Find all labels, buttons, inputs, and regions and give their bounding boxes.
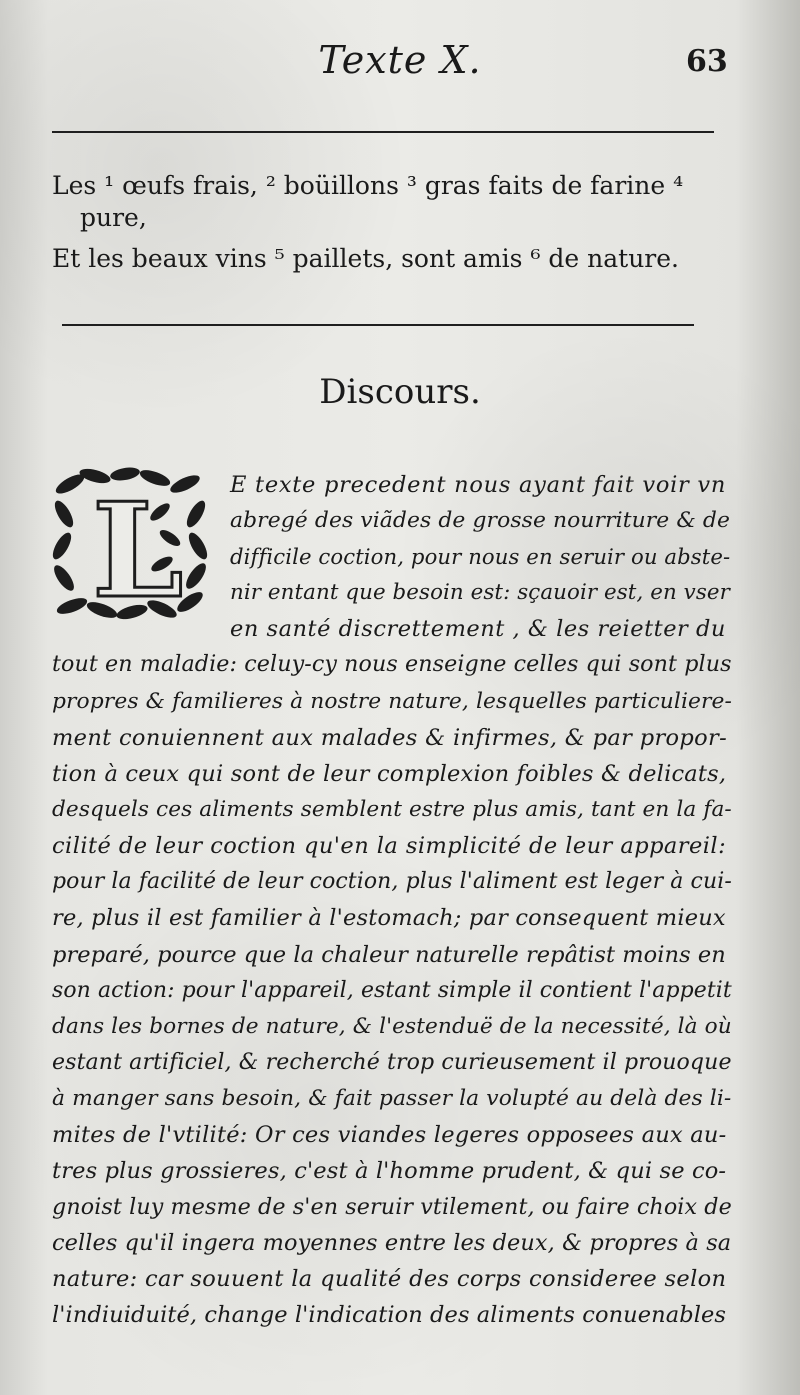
body-line: cilité de leur coction qu'en la simplicité de leur appareil: bbox=[52, 833, 727, 859]
running-title: Texte X. bbox=[318, 38, 482, 82]
body-line: pour la facilité de leur coction, plus l'aliment est leger à cui- bbox=[52, 869, 732, 894]
verse-line: Les ¹ œufs frais, ² boüillons ³ gras faits de farine ⁴ bbox=[52, 171, 684, 200]
body-line: gnoist luy mesme de s'en seruir vtilement, ou faire choix de bbox=[52, 1194, 732, 1220]
body-line: re, plus il est familier à l'estomach; par consequent mieux bbox=[52, 905, 726, 931]
body-line: abregé des viãdes de grosse nourriture & de bbox=[230, 508, 730, 533]
body-line: desquels ces aliments semblent estre plus amis, tant en la fa- bbox=[52, 797, 732, 822]
foliage-ornament-icon bbox=[50, 464, 210, 622]
body-line: en santé discrettement , & les reietter du bbox=[230, 616, 726, 642]
body-line: celles qu'il ingera moyennes entre les deux, & propres à sa bbox=[52, 1230, 732, 1256]
body-line: tres plus grossieres, c'est à l'homme prudent, & qui se co- bbox=[52, 1158, 727, 1184]
body-line: dans les bornes de nature, & l'estenduë de la necessité, là où bbox=[52, 1014, 732, 1039]
page-number: 63 bbox=[686, 44, 728, 79]
body-line: son action: pour l'appareil, estant simple il contient l'appetit bbox=[52, 978, 732, 1003]
drop-cap-letter: L bbox=[92, 474, 184, 622]
body-line: preparé, pource que la chaleur naturelle repâtist moins en bbox=[52, 942, 726, 968]
body-line: l'indiuiduité, change l'indication des aliments conuenables bbox=[52, 1302, 727, 1328]
section-heading: Discours. bbox=[319, 372, 481, 412]
verse-line: Et les beaux vins ⁵ paillets, sont amis ⁶ de nature. bbox=[52, 244, 680, 273]
body-line: mites de l'vtilité: Or ces viandes legeres opposees aux au- bbox=[52, 1122, 727, 1148]
body-line: difficile coction, pour nous en seruir ou abste- bbox=[230, 544, 731, 569]
bottom-rule bbox=[62, 324, 694, 326]
body-line: estant artificiel, & recherché trop curieusement il prouoque bbox=[52, 1050, 732, 1075]
body-line: ment conuiennent aux malades & infirmes, & par propor- bbox=[52, 725, 728, 751]
body-line: tout en maladie: celuy-cy nous enseigne celles qui sont plus bbox=[52, 651, 732, 677]
body-line: propres & familieres à nostre nature, lesquelles particuliere- bbox=[52, 689, 732, 714]
body-line: à manger sans besoin, & fait passer la volupté au delà des li- bbox=[52, 1086, 732, 1111]
body-line: tion à ceux qui sont de leur complexion foibles & delicats, bbox=[52, 761, 727, 787]
body-line: nir entant que besoin est: sçauoir est, en vser bbox=[230, 580, 730, 605]
top-rule bbox=[52, 131, 714, 133]
body-line: E texte precedent nous ayant fait voir vn bbox=[230, 472, 727, 498]
drop-cap-ornament bbox=[50, 464, 210, 622]
verse-line: pure, bbox=[80, 203, 147, 232]
body-line: nature: car souuent la qualité des corps consideree selon bbox=[52, 1266, 727, 1292]
